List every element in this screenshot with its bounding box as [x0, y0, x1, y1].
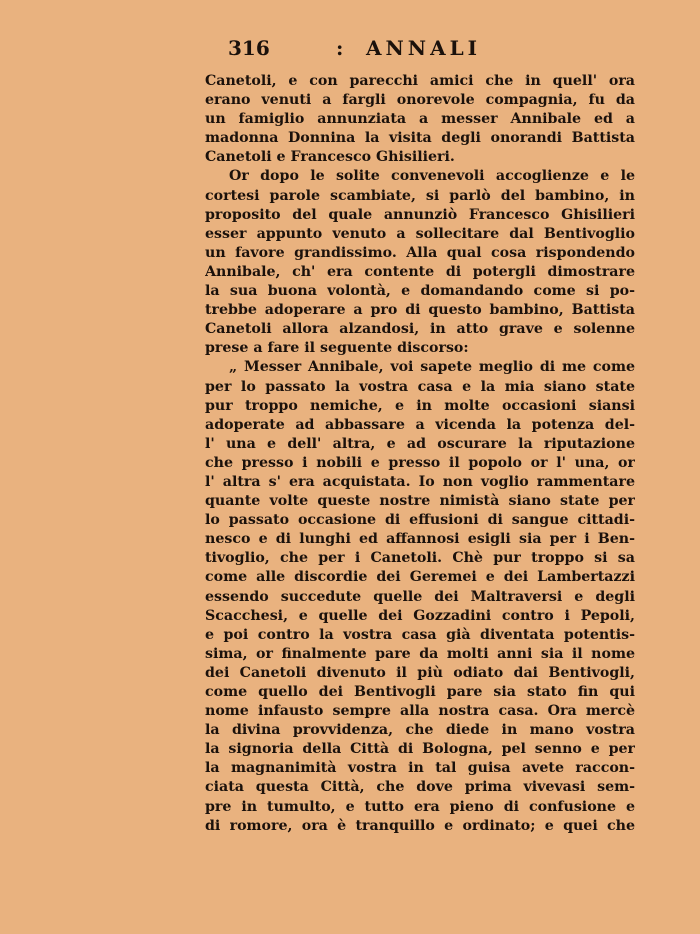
text-line: tivoglio, che per i Canetoli. Chè pur troppo si sa	[205, 550, 635, 567]
text-line: quante volte queste nostre nimistà siano state per	[205, 493, 635, 510]
text-line: di romore, ora è tranquillo e ordinato; e quei che	[205, 817, 635, 834]
text-line: esser appunto venuto a sollecitare dal Bentivoglio	[205, 225, 635, 242]
text-line: e poi contro la vostra casa già diventata potentis-	[205, 626, 635, 643]
page-number: 316	[228, 36, 270, 60]
text-line: dei Canetoli divenuto il più odiato dai Bentivogli,	[205, 664, 635, 681]
text-line: ciata questa Città, che dove prima vivevasi sem-	[205, 779, 635, 796]
text-line: adoperate ad abbassare a vicenda la potenza del-	[205, 416, 635, 433]
text-line: la magnanimità vostra in tal guisa avete raccon-	[205, 760, 635, 777]
text-line: pre in tumulto, e tutto era pieno di confusione e	[205, 798, 635, 815]
text-line: la signoria della Città di Bologna, pel senno e per	[205, 741, 635, 758]
text-line: erano venuti a fargli onorevole compagnia, fu da	[205, 92, 635, 109]
text-line: la sua buona volontà, e domandando come si po-	[205, 283, 635, 300]
header-separator: :	[336, 36, 344, 60]
text-line: nome infausto sempre alla nostra casa. Ora mercè	[205, 703, 635, 720]
text-line: Annibale, ch' era contente di potergli dimostrare	[205, 263, 635, 280]
text-line: Canetoli, e con parecchi amici che in quell' ora	[205, 73, 635, 89]
text-line: l' altra s' era acquistata. Io non voglio rammentare	[205, 473, 635, 490]
text-line: essendo succedute quelle dei Maltraversi e degli	[205, 588, 635, 605]
text-line: per lo passato la vostra casa e la mia siano state	[205, 378, 635, 395]
text-line: l' una e dell' altra, e ad oscurare la riputazione	[205, 435, 635, 452]
text-line: proposito del quale annunziò Francesco Ghisilieri	[205, 206, 635, 223]
running-title: ANNALI	[366, 36, 482, 60]
text-line: che presso i nobili e presso il popolo or l' una, or	[205, 454, 635, 471]
text-line: Or dopo le solite convenevoli accoglienze e le	[229, 168, 635, 185]
text-line: nesco e di lunghi ed affannosi esigli sia per i Ben-	[205, 531, 635, 548]
text-line: Canetoli e Francesco Ghisilieri.	[205, 149, 455, 166]
text-line: un favore grandissimo. Alla qual cosa rispondendo	[205, 244, 635, 261]
text-line: sima, or finalmente pare da molti anni sia il nome	[205, 645, 635, 662]
text-line: come alle discordie dei Geremei e dei Lambertazzi	[205, 569, 635, 586]
text-line: trebbe adoperare a pro di questo bambino, Battista	[205, 302, 635, 319]
text-line: Canetoli allora alzandosi, in atto grave e solenne	[205, 321, 635, 338]
text-line: un famiglio annunziata a messer Annibale ed a	[205, 111, 635, 128]
text-line: „ Messer Annibale, voi sapete meglio di me come	[229, 359, 635, 376]
text-line: prese a fare il seguente discorso:	[205, 340, 469, 357]
text-line: madonna Donnina la visita degli onorandi Battista	[205, 130, 635, 147]
text-line: la divina provvidenza, che diede in mano vostra	[205, 722, 635, 739]
text-line: come quello dei Bentivogli pare sia stato fin qui	[205, 684, 635, 700]
text-line: lo passato occasione di effusioni di sangue cittadi-	[205, 512, 635, 529]
text-line: Scacchesi, e quelle dei Gozzadini contro i Pepoli,	[205, 607, 635, 624]
text-line: cortesi parole scambiate, si parlò del bambino, in	[205, 187, 635, 204]
body-text	[205, 72, 635, 836]
text-line: pur troppo nemiche, e in molte occasioni siansi	[205, 397, 635, 414]
page-header	[228, 36, 488, 60]
